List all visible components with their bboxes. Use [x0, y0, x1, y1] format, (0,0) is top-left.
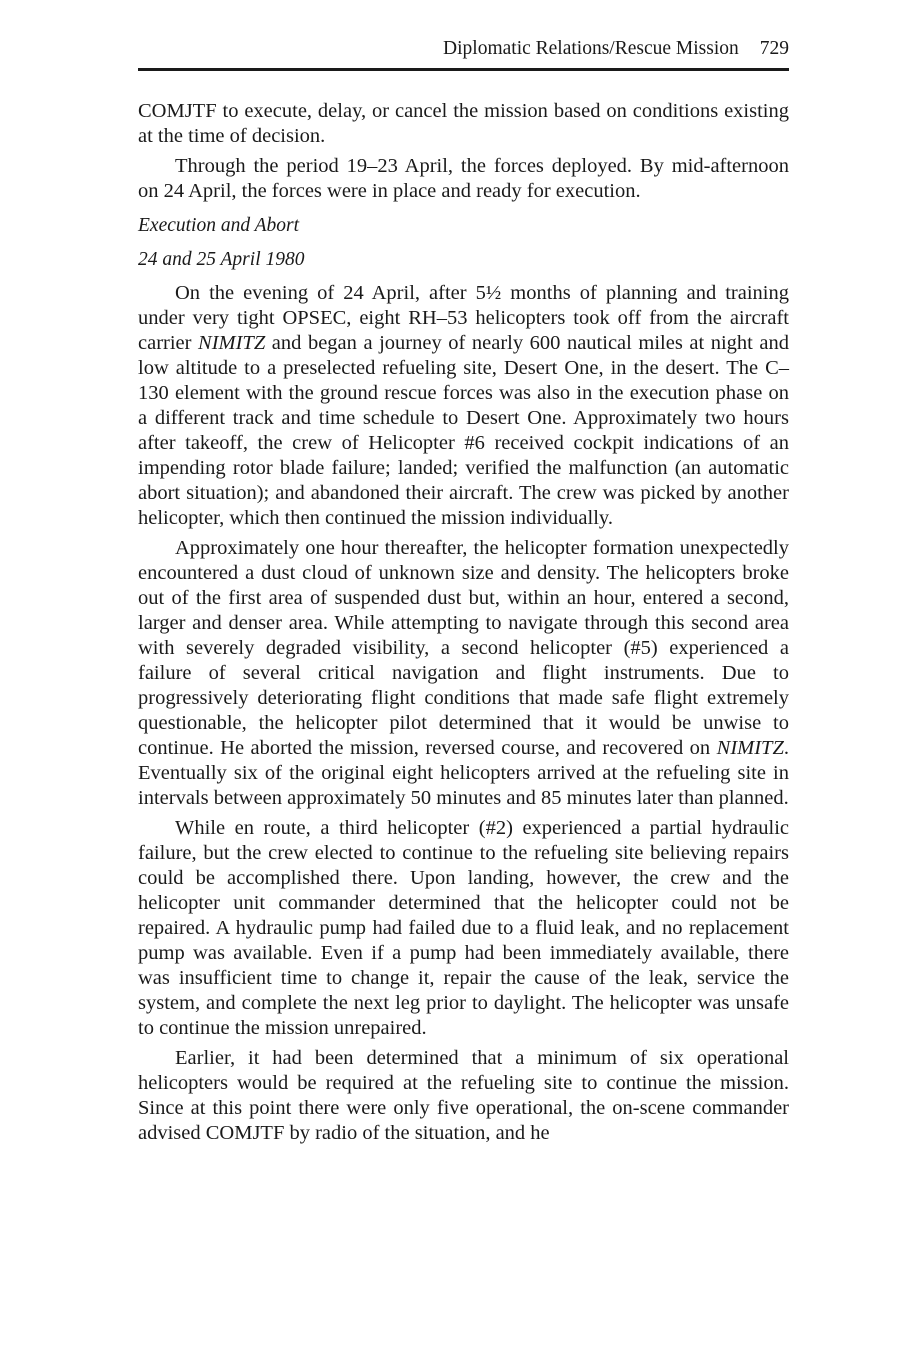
page-number: 729: [759, 38, 789, 59]
paragraph-continued: COMJTF to execute, delay, or cancel the mission based on conditions existing at the time of decision.: [138, 100, 789, 147]
paragraph-deployment: Through the period 19–23 April, the forces deployed. By mid-afternoon on 24 April, the forces were in place and ready for execution.: [138, 155, 789, 202]
paragraph-launch-text-2: and began a journey of nearly 600 nautical miles at night and low altitude to a preselected refueling site, Desert One, in the desert. The C–130 element with the ground rescue forces was also in the execution phase on a different track and time schedule to Desert One. Approximately two hours after takeoff, the crew of Helicopter #6 received cockpit indications of an impending rotor blade failure; landed; verified the malfunction (an automatic abort situation); and abandoned their aircraft. The crew was picked by another helicopter, which then continued the mission individually.: [138, 332, 789, 529]
body-text: [138, 99, 789, 1146]
running-head: [138, 36, 789, 68]
paragraph-minimum-helicopters: Earlier, it had been determined that a minimum of six operational helicopters would be required at the refueling site to continue the mission. Since at this point there were only five operational, the on-scene commander advised COMJTF by radio of the situation, and he: [138, 1047, 789, 1144]
paragraph-dust-cloud: [138, 536, 789, 811]
ship-name: NIMITZ: [716, 737, 784, 759]
paragraph-launch-text-1: On the evening of 24 April, after 5½ months of planning and training under very tight OPSEC, eight RH–53 helicopters took off from the aircraft carrier: [138, 282, 789, 354]
header-rule: [138, 68, 789, 71]
paragraph-dust-text-1: Approximately one hour thereafter, the helicopter formation unexpectedly encountered a dust cloud of unknown size and density. The helicopters broke out of the first area of suspended dust but, within an hour, entered a second, larger and denser area. While attempting to navigate through this second area with severely degraded visibility, a second helicopter (#5) experienced a failure of several critical navigation and flight instruments. Due to progressively deteriorating flight conditions that made safe flight extremely questionable, the helicopter pilot determined that it would be unwise to continue. He aborted the mission, reversed course, and recovered on: [138, 537, 789, 759]
paragraph-hydraulic-failure: While en route, a third helicopter (#2) experienced a partial hydraulic failure, but the crew elected to continue to the refueling site believing repairs could be accomplished there. Upon landing, however, the crew and the helicopter unit commander determined that the helicopter could not be repaired. A hydraulic pump had failed due to a fluid leak, and no replacement pump was available. Even if a pump had been immediately available, there was insufficient time to change it, repair the cause of the leak, service the system, and complete the next leg prior to daylight. The helicopter was unsafe to continue the mission unrepaired.: [138, 817, 789, 1039]
paragraph-dust-text-2: . Eventually six of the original eight helicopters arrived at the refueling site in intervals between approximately 50 minutes and 85 minutes later than planned.: [138, 737, 789, 809]
ship-name: NIMITZ: [198, 332, 266, 354]
date-heading: 24 and 25 April 1980: [138, 249, 305, 270]
book-page: [138, 36, 789, 1151]
paragraph-launch: [138, 281, 789, 531]
section-heading: Execution and Abort: [138, 215, 300, 236]
running-title: Diplomatic Relations/Rescue Mission: [443, 38, 739, 59]
